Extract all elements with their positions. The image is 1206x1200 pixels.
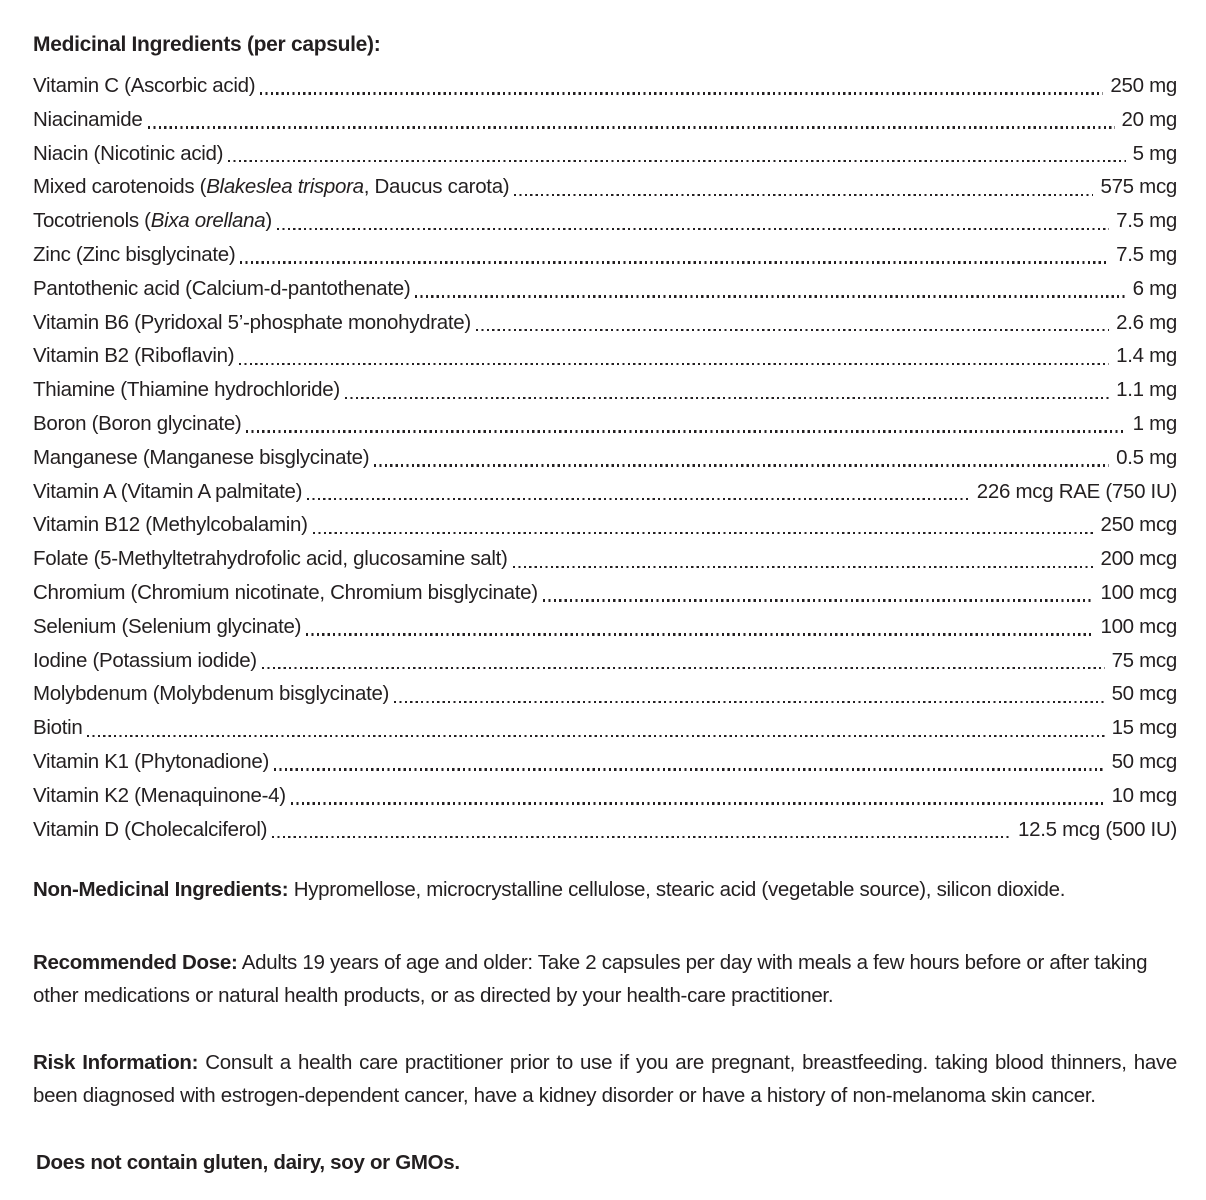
ingredient-amount: 2.6 mg <box>1116 310 1177 334</box>
ingredient-row <box>33 272 1177 306</box>
ingredient-row <box>33 69 1177 103</box>
ingredient-row <box>33 813 1177 847</box>
ingredient-row <box>33 610 1177 644</box>
non-medicinal-label: Non-Medicinal Ingredients: <box>33 878 289 902</box>
ingredient-amount: 1 mg <box>1132 411 1177 435</box>
ingredient-name: Boron (Boron glycinate) <box>33 411 242 435</box>
risk-information-label: Risk Information: <box>33 1051 199 1075</box>
ingredient-amount: 7.5 mg <box>1116 242 1177 266</box>
ingredient-amount: 15 mcg <box>1111 716 1177 740</box>
dot-leader <box>394 677 1107 711</box>
ingredient-name: Selenium (Selenium glycinate) <box>33 614 302 638</box>
ingredient-name: Folate (5-Methyltetrahydrofolic acid, glucosamine salt) <box>33 547 508 571</box>
recommended-dose-paragraph <box>33 946 1177 1012</box>
ingredient-amount: 50 mcg <box>1111 749 1177 773</box>
ingredient-row <box>33 373 1177 407</box>
ingredient-amount: 5 mg <box>1132 141 1177 165</box>
ingredient-amount: 1.1 mg <box>1116 378 1177 402</box>
ingredient-row <box>33 204 1177 238</box>
ingredient-name: Niacinamide <box>33 107 143 131</box>
ingredient-amount: 200 mcg <box>1100 547 1177 571</box>
dot-leader <box>246 407 1128 441</box>
ingredient-name: Vitamin K2 (Menaquinone-4) <box>33 783 286 807</box>
ingredient-list <box>33 69 1177 846</box>
ingredient-name: Vitamin K1 (Phytonadione) <box>33 749 269 773</box>
ingredient-amount: 250 mg <box>1110 74 1177 97</box>
ingredient-amount: 10 mcg <box>1111 783 1177 807</box>
non-medicinal-text: Hypromellose, microcrystalline cellulose, stearic acid (vegetable source), silicon dioxide. <box>293 878 1066 902</box>
recommended-dose-text: Adults 19 years of age and older: Take 2 capsules per day with meals a few hours before or after taking other medications or natural health products, or as directed by your health-care practitioner. <box>33 951 1148 1008</box>
ingredient-amount: 0.5 mg <box>1116 445 1177 469</box>
ingredient-row <box>33 542 1177 576</box>
ingredient-amount: 100 mcg <box>1100 580 1177 604</box>
dot-leader <box>374 441 1112 475</box>
ingredient-amount: 575 mcg <box>1100 175 1177 199</box>
dot-leader <box>260 69 1106 103</box>
ingredient-row <box>33 475 1177 509</box>
risk-information-text: Consult a health care practitioner prior to use if you are pregnant, breastfeeding. taking blood thinners, have been diagnosed with estrogen-dependent cancer, have a kidney disorder or have a history of non-melanoma skin cancer. <box>33 1051 1177 1108</box>
ingredient-name: Pantothenic acid (Calcium-d-pantothenate) <box>33 276 411 300</box>
dot-leader <box>313 508 1097 542</box>
ingredient-row <box>33 644 1177 678</box>
ingredient-amount: 100 mcg <box>1100 614 1177 638</box>
recommended-dose-label: Recommended Dose: <box>33 951 238 975</box>
ingredient-name: Vitamin A (Vitamin A palmitate) <box>33 479 303 503</box>
ingredient-name: Iodine (Potassium iodide) <box>33 648 257 672</box>
ingredient-amount: 50 mcg <box>1111 682 1177 706</box>
risk-information-paragraph <box>33 1046 1177 1112</box>
ingredient-row <box>33 508 1177 542</box>
ingredient-name: Vitamin B12 (Methylcobalamin) <box>33 513 308 537</box>
dot-leader <box>291 779 1108 813</box>
ingredient-row <box>33 306 1177 340</box>
ingredient-name: Zinc (Zinc bisglycinate) <box>33 242 236 266</box>
ingredient-name: Vitamin B6 (Pyridoxal 5’-phosphate monohydrate) <box>33 310 471 334</box>
dot-leader <box>87 711 1107 745</box>
ingredient-row <box>33 137 1177 171</box>
ingredient-row <box>33 238 1177 272</box>
ingredient-name: Molybdenum (Molybdenum bisglycinate) <box>33 682 390 706</box>
dot-leader <box>307 475 973 509</box>
dot-leader <box>277 204 1112 238</box>
ingredient-amount: 1.4 mg <box>1116 344 1177 368</box>
ingredient-amount: 20 mg <box>1121 107 1177 131</box>
dot-leader <box>415 272 1128 306</box>
ingredient-row <box>33 711 1177 745</box>
ingredient-name: Biotin <box>33 716 83 740</box>
dot-leader <box>274 745 1108 779</box>
non-medicinal-paragraph <box>33 873 1177 906</box>
dot-leader <box>272 813 1014 847</box>
ingredient-name: Manganese (Manganese bisglycinate) <box>33 445 370 469</box>
ingredient-amount: 75 mcg <box>1111 648 1177 672</box>
ingredient-row <box>33 677 1177 711</box>
ingredient-row <box>33 339 1177 373</box>
ingredient-name: Vitamin B2 (Riboflavin) <box>33 344 235 368</box>
dot-leader <box>476 306 1112 340</box>
ingredient-row <box>33 745 1177 779</box>
dot-leader <box>513 542 1097 576</box>
ingredient-name: Niacin (Nicotinic acid) <box>33 141 224 165</box>
dot-leader <box>148 103 1118 137</box>
ingredient-name: Tocotrienols (Bixa orellana) <box>33 209 272 233</box>
medicinal-ingredients-heading: Medicinal Ingredients (per capsule): <box>33 33 381 56</box>
dot-leader <box>262 644 1108 678</box>
dot-leader <box>240 238 1112 272</box>
ingredient-row <box>33 441 1177 475</box>
dot-leader <box>239 339 1112 373</box>
ingredient-row <box>33 103 1177 137</box>
ingredient-name: Chromium (Chromium nicotinate, Chromium bisglycinate) <box>33 580 538 604</box>
dot-leader <box>306 610 1096 644</box>
dot-leader <box>228 137 1128 171</box>
ingredient-row <box>33 407 1177 441</box>
dot-leader <box>345 373 1112 407</box>
dot-leader <box>543 576 1097 610</box>
dot-leader <box>514 170 1096 204</box>
ingredient-row <box>33 576 1177 610</box>
does-not-contain-claim: Does not contain gluten, dairy, soy or GMOs. <box>36 1151 460 1175</box>
ingredient-name: Mixed carotenoids (Blakeslea trispora, Daucus carota) <box>33 175 510 199</box>
ingredient-amount: 6 mg <box>1132 276 1177 300</box>
ingredient-row <box>33 170 1177 204</box>
ingredient-name: Vitamin C (Ascorbic acid) <box>33 74 256 97</box>
ingredient-amount: 7.5 mg <box>1116 209 1177 233</box>
ingredient-name: Thiamine (Thiamine hydrochloride) <box>33 378 340 402</box>
ingredient-row <box>33 779 1177 813</box>
ingredient-amount: 250 mcg <box>1100 513 1177 537</box>
ingredient-name: Vitamin D (Cholecalciferol) <box>33 817 268 841</box>
ingredient-amount: 12.5 mcg (500 IU) <box>1018 817 1177 841</box>
ingredient-amount: 226 mcg RAE (750 IU) <box>976 479 1177 503</box>
